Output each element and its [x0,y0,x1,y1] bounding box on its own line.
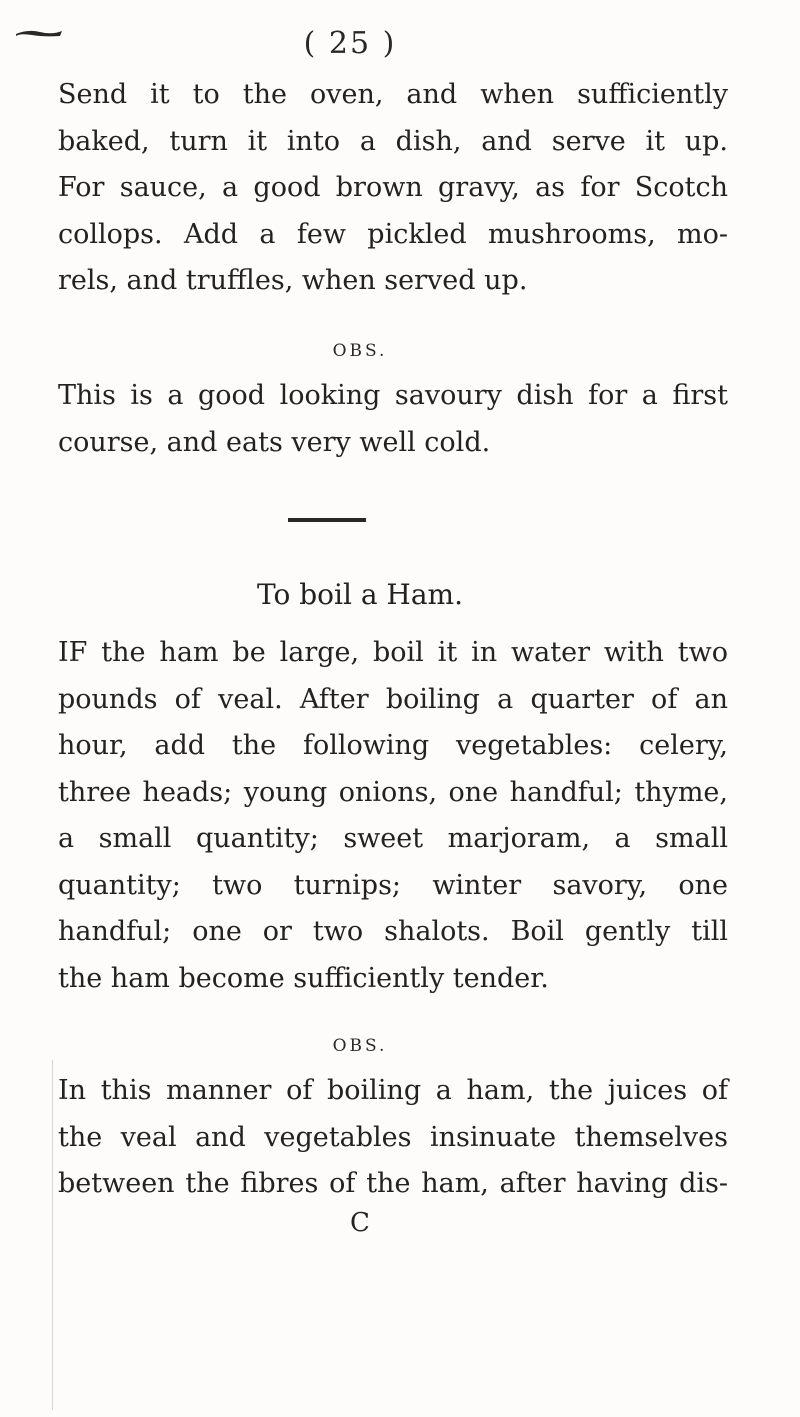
obs-paragraph [58,373,728,466]
text-line: the veal and vegetables insinuate themselves [58,1121,728,1153]
text-line: course, and eats very well cold. [58,426,491,458]
section-divider [288,518,366,522]
signature-mark: C [350,1208,370,1238]
page-number: ( 25 ) [303,26,397,61]
recipe-paragraph [58,630,728,1002]
text-line: the ham become sufficiently tender. [58,962,549,994]
text-line: a small quantity; sweet marjoram, a small [58,823,728,854]
obs-heading: OBS. [332,1036,388,1056]
text-line: between the fibres of the ham, after having dis- [58,1168,728,1199]
text-line: handful; one or two shalots. Boil gently till [58,916,728,947]
text-line: In this manner of boiling a ham, the juices of [58,1075,728,1106]
text-line: This is a good looking savoury dish for a first [58,380,728,411]
text-line: Send it to the oven, and when sufficiently [58,79,728,110]
recipe-title: To boil a Ham. [256,578,463,611]
text-line: IF the ham be large, boil it in water with two [58,637,728,668]
page-edge-shadow [52,1060,53,1410]
text-line: baked, turn it into a dish, and serve it up. [58,125,728,157]
paragraph-continued [58,72,728,305]
text-line: quantity; two turnips; winter savory, one [58,869,728,901]
text-line: rels, and truffles, when served up. [58,265,528,296]
text-line: hour, add the following vegetables: celery, [58,730,728,761]
text-line: three heads; young onions, one handful; thyme, [58,776,728,808]
obs-heading: OBS. [332,341,388,361]
text-line: collops. Add a few pickled mushrooms, mo- [58,218,728,250]
obs-paragraph [58,1068,728,1208]
text-line: For sauce, a good brown gravy, as for Scotch [58,172,728,203]
text-line: pounds of veal. After boiling a quarter of an [58,683,728,715]
